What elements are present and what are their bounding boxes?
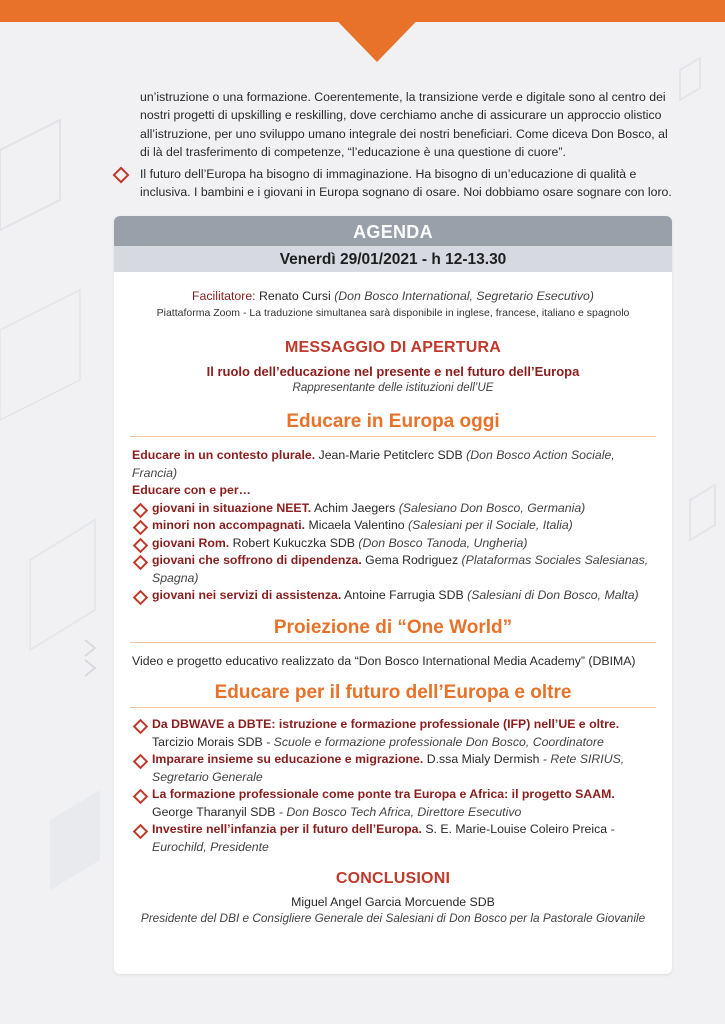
diamond-bullet-icon [133,537,149,553]
section1-title: Educare in Europa oggi [286,411,500,432]
intro-paragraph-2-text: Il futuro dell’Europa ha bisogno di immaginazione. Ha bisogno di un’educazione di qualità e inclusiva. I bambini e i giovani in Europa sognano di osare. Noi dobbiamo osare sognare con loro. [140,167,672,200]
list-item [132,821,654,856]
diamond-bullet-icon [133,555,149,571]
platform-note: Piattaforma Zoom - La traduzione simultanea sarà disponibile in inglese, francese, italiano e spagnolo [156,307,630,319]
section1-item-plural [132,447,654,482]
section3-body [114,716,672,856]
section2-rule [130,642,656,643]
list-item [132,716,654,751]
diamond-bullet-icon [133,520,149,536]
item-highlight: giovani Rom. [152,535,230,550]
item-highlight: Imparare insieme su educazione e migrazione. [152,752,424,766]
top-tab-arrow [317,0,437,62]
section2-text: Video e progetto educativo realizzato da “Don Bosco International Media Academy” (DBIMA) [132,653,636,668]
item-affiliation: (Don Bosco Tanoda, Ungheria) [358,535,528,550]
facilitator-name: Renato Cursi [255,289,335,303]
item-affiliation: (Salesiani per il Sociale, Italia) [408,518,573,532]
closing-role: Presidente del DBI e Consigliere Generale dei Salesiani di Don Bosco per la Pastorale Giovanile [140,911,646,925]
item-speaker: Robert Kukuczka SDB [229,535,359,550]
item-speaker: Antoine Farrugia SDB [341,588,468,602]
item-highlight: Educare in un contesto plurale. [132,448,316,462]
diamond-bullet-icon [133,789,149,805]
opening-title: MESSAGGIO DI APERTURA [284,339,502,356]
intro-text [140,88,680,202]
diamond-bullet-icon [133,754,149,770]
item-speaker: George Tharanyil SDB [152,804,279,819]
item-affiliation: - Don Bosco Tech Africa, Direttore Esecutivo [278,804,522,819]
list-item [132,751,654,786]
closing-title: CONCLUSIONI [335,870,451,887]
facilitator-line [114,289,672,303]
item-speaker: S. E. Marie-Louise Coleiro Preica [421,822,611,836]
agenda-date: Venerdì 29/01/2021 - h 12-13.30 [114,246,672,272]
list-item [132,517,654,535]
item-affiliation: (Plataformas Sociales Salesianas, Spagna) [152,553,649,585]
list-item [132,552,654,587]
item-affiliation: - Eurochild, Presidente [152,822,615,854]
opening-subtitle: Il ruolo dell’educazione nel presente e nel futuro dell’Europa [206,364,580,379]
section1-body [114,447,672,605]
item-speaker: Tarcizio Morais SDB [152,734,267,749]
closing-name: Miguel Angel Garcia Morcuende SDB [291,895,495,909]
list-item [132,535,654,553]
facilitator-label: Facilitatore: [192,289,256,303]
item-speaker: D.ssa Mialy Dermish [423,752,543,766]
item-highlight: giovani nei servizi di assistenza. [152,588,342,602]
diamond-bullet-icon [133,590,149,606]
intro-paragraph-2 [140,165,680,202]
item-highlight: Investire nell’infanzia per il futuro dell’Europa. [152,822,422,836]
item-affiliation: (Salesiano Don Bosco, Germania) [398,500,586,515]
item-speaker: Jean-Marie Petitclerc SDB [315,448,467,462]
diamond-bullet-icon [133,719,149,735]
agenda-card [114,216,672,974]
item-highlight: La formazione professionale come ponte tra Europa e Africa: il progetto SAAM. [152,787,615,801]
item-speaker: Micaela Valentino [305,518,409,532]
section3-title: Educare per il futuro dell’Europa e oltre [214,682,572,703]
section1-group-label: Educare con e per… [132,483,251,497]
item-highlight: giovani che soffrono di dipendenza. [152,553,362,567]
item-affiliation: (Don Bosco Action Sociale, Francia) [132,448,615,480]
facilitator-role: (Don Bosco International, Segretario Esecutivo) [334,289,594,303]
section2-title: Proiezione di “One World” [273,616,513,638]
intro-paragraph-1: un’istruzione o una formazione. Coerentemente, la transizione verde e digitale sono al centro dei nostri progetti di upskilling e reskilling, dove cerchiamo anche di assicurare un approccio olistico all’istruzione, per uno sviluppo umano integrale dei nostri beneficiari. Come diceva Don Bosco, al di là del trasferimento di competenze, “l’educazione è una questione di cuore”. [140,90,668,159]
opening-speaker: Rappresentante delle istituzioni dell’UE [292,381,494,394]
diamond-bullet-icon [133,502,149,518]
item-speaker: Gema Rodriguez [361,553,462,567]
item-affiliation: - Scuole e formazione professionale Don Bosco, Coordinatore [266,734,604,749]
item-highlight: giovani in situazione NEET. [152,500,312,515]
section1-rule [130,436,656,437]
item-affiliation: - Rete SIRIUS, Segretario Generale [152,752,625,784]
item-affiliation: (Salesiani di Don Bosco, Malta) [467,588,639,602]
item-speaker: Achim Jaegers [311,500,399,515]
section3-rule [130,707,656,708]
item-highlight: minori non accompagnati. [152,518,306,532]
item-highlight: Da DBWAVE a DBTE: istruzione e formazione professionale (IFP) nell’UE e oltre. [152,717,620,731]
list-item [132,587,654,605]
diamond-bullet-icon [133,824,149,840]
agenda-title: AGENDA [114,216,672,246]
list-item [132,786,654,821]
list-item [132,500,654,518]
